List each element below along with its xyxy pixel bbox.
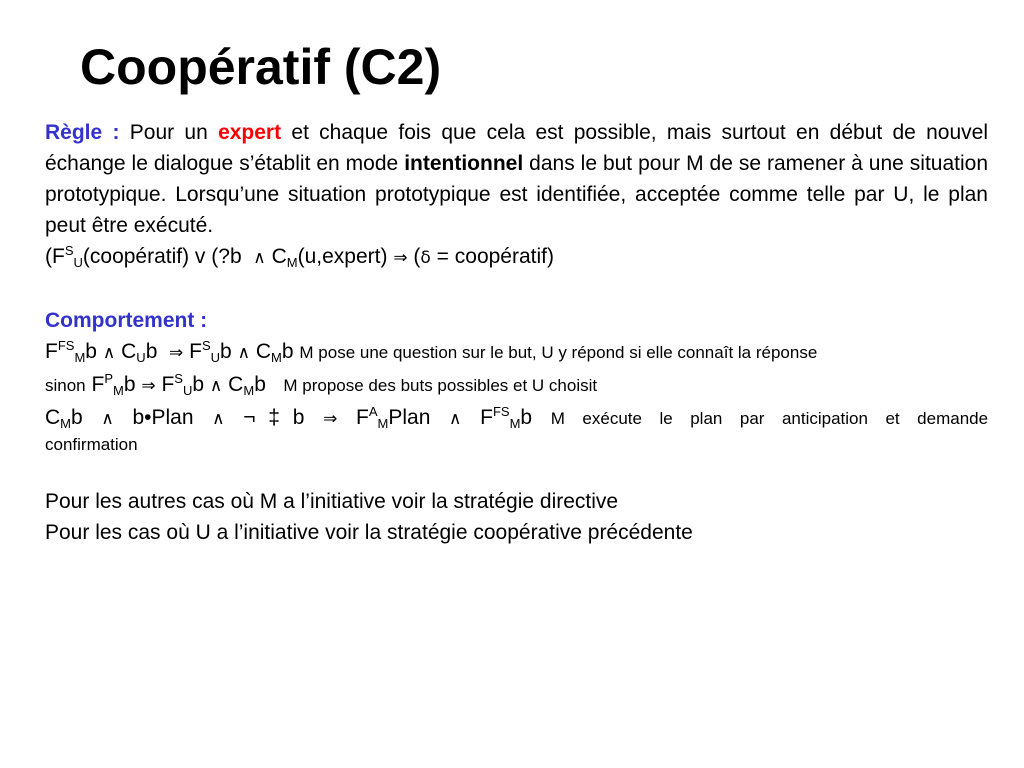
formula-part: (F: [45, 245, 65, 268]
formula-part: C: [121, 340, 137, 363]
formula-sup: P: [104, 371, 113, 386]
formula-sup: FS: [492, 404, 510, 419]
formula-part: F: [189, 340, 202, 363]
implies-symbol: ⇒: [141, 376, 156, 396]
formula-part: ¬‡b: [243, 406, 305, 429]
and-symbol: ∧: [101, 409, 114, 429]
formula-part: b: [132, 406, 145, 429]
spacer: [45, 455, 988, 486]
formula-part: F: [480, 406, 493, 429]
formula-part: b: [192, 373, 205, 396]
formula-part: C: [228, 373, 244, 396]
rule-expert: expert: [218, 121, 282, 144]
behavior-line-1: [45, 336, 988, 369]
formula-sub: M: [286, 255, 298, 270]
formula-sub: U: [210, 350, 221, 365]
formula-part: b: [85, 340, 97, 363]
formula-sub: U: [136, 350, 146, 365]
rule-paragraph: [45, 117, 988, 241]
and-symbol: ∧: [253, 248, 266, 268]
formula-part: Plan: [388, 406, 431, 429]
behavior-comment: sinon: [45, 376, 86, 395]
rule-formula: [45, 241, 988, 274]
formula-part: F: [91, 373, 105, 396]
slide-body: [45, 117, 988, 548]
rule-text-2: et chaque fois que cela est possible, mais surtout en début de nouvel échange le dialogue s’établit en mode: [45, 121, 989, 175]
rule-text-3: dans le but pour M de se ramener à une situation prototypique. Lorsqu’une situation prototypique est identifiée, acceptée comme telle par U, le plan peut être exécuté.: [45, 152, 988, 237]
formula-part: F: [161, 373, 175, 396]
formula-part: b: [281, 340, 294, 363]
and-symbol: ∧: [102, 343, 116, 363]
formula-part: F: [356, 406, 369, 429]
formula-part: b: [71, 406, 83, 429]
behavior-comment: M exécute le plan par anticipation et demande: [550, 409, 989, 428]
bullet-symbol: •: [144, 406, 152, 429]
behavior-comment: M propose des buts possibles et U choisit: [283, 376, 598, 395]
note-line: Pour les autres cas où M a l’initiative voir la stratégie directive: [45, 490, 619, 513]
slide-title: Coopératif (C2): [80, 39, 442, 95]
and-symbol: ∧: [237, 343, 251, 363]
implies-symbol: ⇒: [393, 248, 408, 268]
formula-sub: U: [73, 255, 83, 270]
formula-part: b: [145, 340, 158, 363]
formula-part: = coopératif): [436, 245, 554, 268]
behavior-comment: M pose une question sur le but, U y répond si elle connaît la réponse: [299, 343, 818, 362]
formula-sub: M: [377, 416, 389, 431]
formula-sup: S: [174, 371, 183, 386]
formula-part: (: [413, 245, 421, 268]
formula-sub: M: [112, 383, 124, 398]
behavior-line-3: [45, 402, 988, 435]
formula-part: C: [271, 245, 287, 268]
rule-label: Règle :: [45, 121, 120, 144]
formula-part: C: [45, 406, 61, 429]
formula-part: b: [123, 373, 136, 396]
formula-part: Plan: [151, 406, 194, 429]
formula-part: b: [254, 373, 266, 396]
formula-sup: A: [368, 404, 378, 419]
rule-text-1: Pour un: [129, 121, 208, 144]
and-symbol: ∧: [209, 376, 223, 396]
implies-symbol: ⇒: [323, 409, 338, 429]
formula-part: b: [520, 406, 533, 429]
delta-symbol: δ: [420, 248, 431, 268]
formula-part: F: [45, 340, 58, 363]
formula-sub: M: [271, 350, 282, 365]
behavior-label: Comportement :: [45, 309, 208, 332]
formula-sub: M: [74, 350, 86, 365]
behavior-comment: confirmation: [45, 435, 138, 454]
formula-sub: M: [243, 383, 255, 398]
formula-part: C: [255, 340, 272, 363]
formula-part: (u,expert): [297, 245, 388, 268]
spacer: [45, 274, 988, 305]
formula-part: b: [220, 340, 232, 363]
formula-sup: S: [201, 338, 211, 353]
formula-sup: S: [64, 243, 74, 258]
formula-sub: M: [60, 416, 72, 431]
behavior-line-3-continued: [45, 435, 988, 455]
rule-intentionnel: intentionnel: [404, 152, 524, 175]
and-symbol: ∧: [449, 409, 462, 429]
behavior-heading: [45, 305, 988, 336]
behavior-line-2: [45, 369, 988, 402]
formula-sub: U: [182, 383, 193, 398]
and-symbol: ∧: [212, 409, 225, 429]
formula-sup: FS: [57, 338, 75, 353]
formula-part: (coopératif) v (?b: [82, 245, 242, 268]
implies-symbol: ⇒: [169, 343, 184, 363]
note-line: Pour les cas où U a l’initiative voir la stratégie coopérative précédente: [45, 521, 693, 544]
formula-sub: M: [509, 416, 521, 431]
